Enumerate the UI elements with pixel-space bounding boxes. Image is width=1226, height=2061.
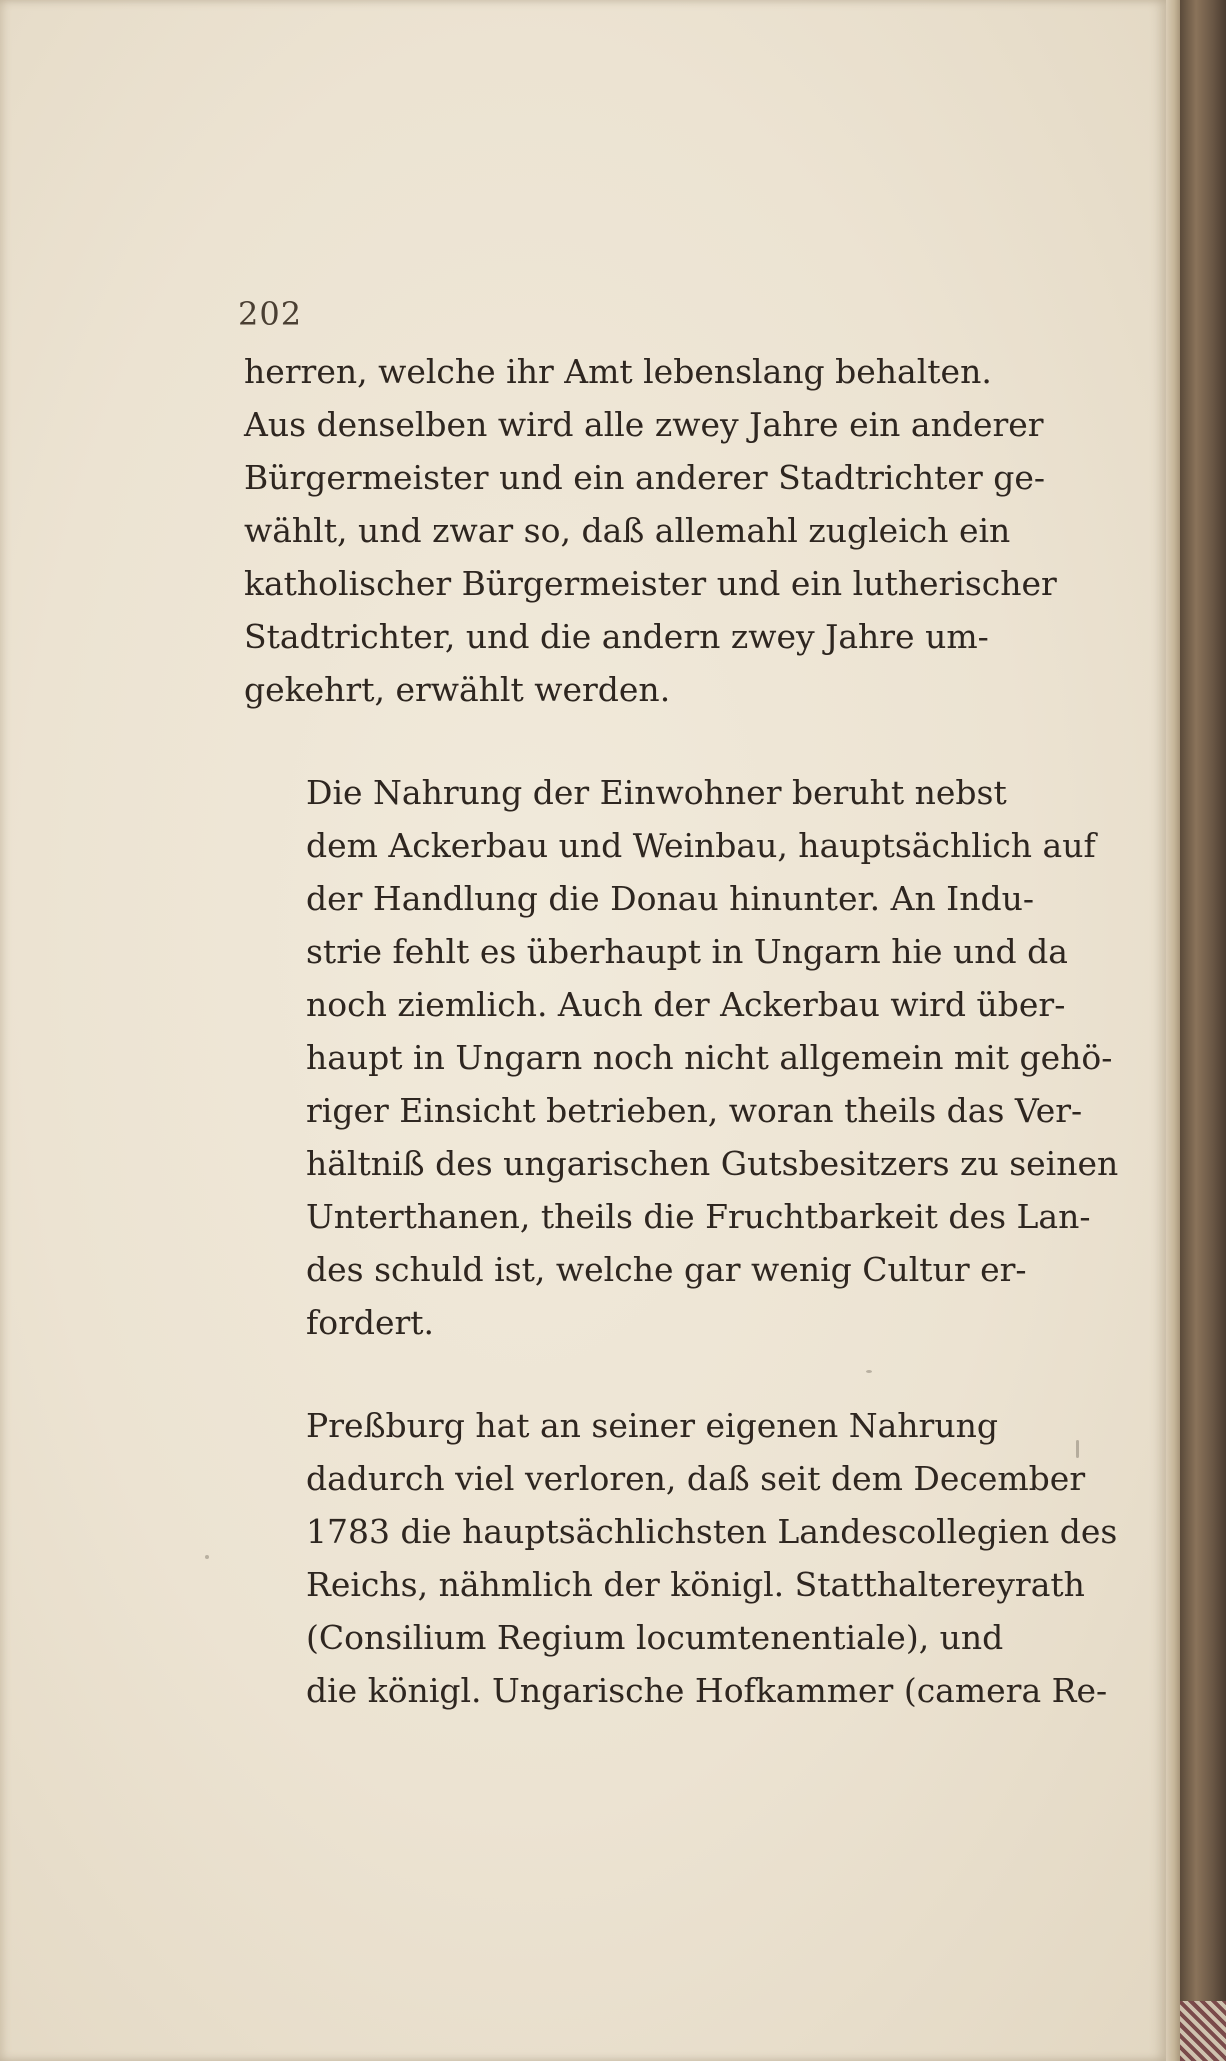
- text-line: herren, welche ihr Amt lebenslang behalten.: [244, 352, 992, 391]
- text-line: Reichs, nähmlich der königl. Statthaltereyrath: [306, 1565, 1085, 1604]
- text-line: noch ziemlich. Auch der Ackerbau wird über-: [306, 985, 1066, 1024]
- text-line: gekehrt, erwählt werden.: [244, 670, 671, 709]
- text-line: Bürgermeister und ein anderer Stadtrichter ge-: [244, 458, 1046, 497]
- text-line: Die Nahrung der Einwohner beruht nebst: [306, 773, 1007, 812]
- text-line: Preßburg hat an seiner eigenen Nahrung: [306, 1406, 998, 1445]
- page-number: 202: [238, 295, 303, 333]
- paragraph-2: [244, 766, 1119, 1349]
- page-text: [244, 345, 1119, 1717]
- text-line: des schuld ist, welche gar wenig Cultur er-: [306, 1250, 1027, 1289]
- text-line: fordert.: [306, 1303, 435, 1342]
- text-line: Unterthanen, theils die Fruchtbarkeit des Lan-: [306, 1197, 1091, 1236]
- paragraph-3: [244, 1399, 1118, 1717]
- binding-thread: [1180, 2001, 1226, 2061]
- text-line: die königl. Ungarische Hofkammer (camera Re-: [306, 1671, 1108, 1710]
- ink-speck: [866, 1370, 872, 1373]
- book-binding: [1180, 0, 1226, 2061]
- ink-mark: [1076, 1440, 1079, 1458]
- text-line: Aus denselben wird alle zwey Jahre ein anderer: [244, 405, 1044, 444]
- text-line: 1783 die hauptsächlichsten Landescollegien des: [306, 1512, 1118, 1551]
- text-line: haupt in Ungarn noch nicht allgemein mit gehö-: [306, 1038, 1113, 1077]
- text-line: wählt, und zwar so, daß allemahl zugleich ein: [244, 511, 1011, 550]
- text-line: dem Ackerbau und Weinbau, hauptsächlich auf: [306, 826, 1096, 865]
- text-line: der Handlung die Donau hinunter. An Indu-: [306, 879, 1034, 918]
- text-line: Stadtrichter, und die andern zwey Jahre um-: [244, 617, 989, 656]
- page-edges: [1166, 0, 1180, 2061]
- text-line: riger Einsicht betrieben, woran theils das Ver-: [306, 1091, 1083, 1130]
- text-line: (Consilium Regium locumtenentiale), und: [306, 1618, 1004, 1657]
- text-line: strie fehlt es überhaupt in Ungarn hie und da: [306, 932, 1068, 971]
- text-line: katholischer Bürgermeister und ein lutherischer: [244, 564, 1057, 603]
- paragraph-1: [244, 345, 1057, 716]
- ink-speck: [205, 1555, 209, 1559]
- text-line: hältniß des ungarischen Gutsbesitzers zu seinen: [306, 1144, 1119, 1183]
- text-line: dadurch viel verloren, daß seit dem December: [306, 1459, 1086, 1498]
